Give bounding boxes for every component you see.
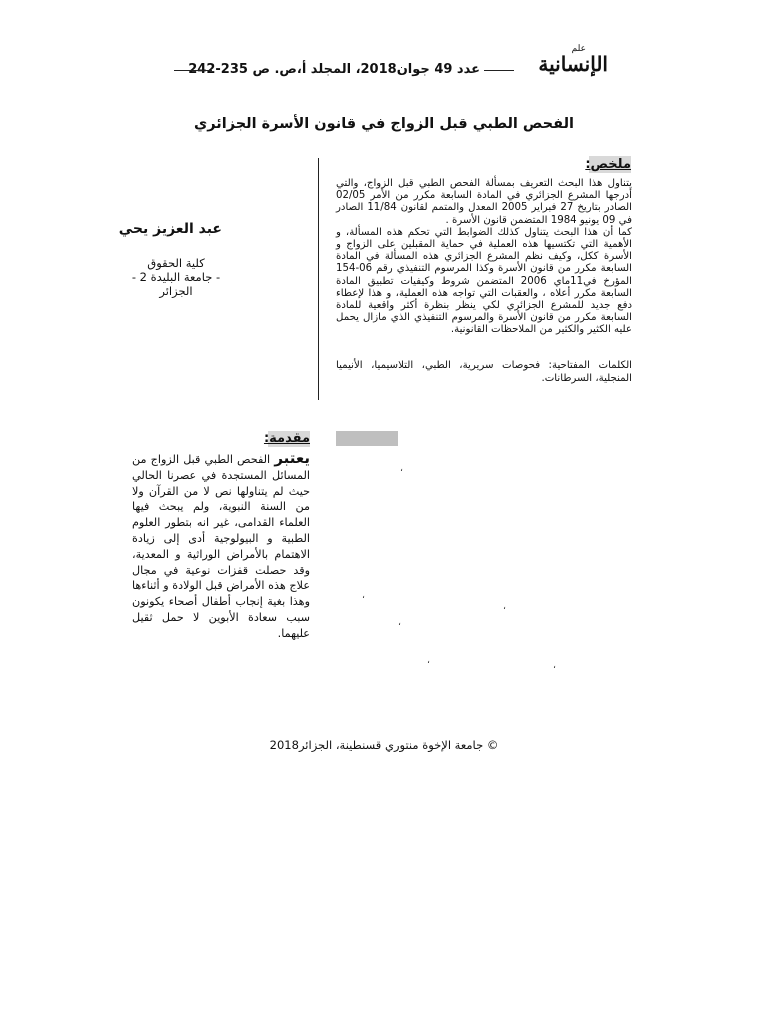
stray-mark: ،: [362, 591, 365, 601]
highlight-box: [336, 431, 398, 446]
stray-mark: ،: [398, 618, 401, 628]
author-affiliation-country: الجزائر: [159, 284, 193, 298]
intro-lead-word: يعتبر: [274, 449, 310, 467]
header-rule-left: [174, 70, 212, 71]
stray-mark: ،: [503, 602, 506, 612]
header-rule-right: [484, 70, 514, 71]
abstract-body: [336, 178, 632, 337]
abstract-heading: ملخص:: [585, 157, 631, 172]
author-name: عبد العزيز يحي: [118, 221, 222, 237]
journal-logo-small-text: علم: [571, 44, 586, 54]
stray-mark: ،: [553, 661, 556, 671]
article-title: الفحص الطبي قبل الزواج في قانون الأسرة الجزائري: [193, 116, 574, 132]
abstract-paragraph: يتناول هذا البحث التعريف بمسألة الفحص الطبي قبل الزواج، والتي أدرجها المشرع الجزائري في المادة السابعة مكرر من الأمر 02/05 الصادر بتاريخ 27 فبراير 2005 المعدل والمتمم لقانون 11/84 الصادر في 09 يونيو 1984 المتضمن قانون الأسرة .: [336, 178, 632, 226]
column-divider: [318, 158, 319, 400]
stray-mark: ،: [427, 656, 430, 666]
intro-body: الفحص الطبي قبل الزواج من المسائل المستجدة في عصرنا الحالي حيث لم يتناولها نص لا من القرآن ولا من السنة النبوية، ولم يبحث فيها العلماء القدامى، غير انه بتطور العلوم الطبية و البيولوجية أدى إلى زيادة الاهتمام بالأمراض الوراثية و المعدية، وقد حصلت قفزات نوعية في مجال علاج هذه الأمراض قبل الولادة و أثناءها وهذا بغية إنجاب أطفال أصحاء يكونون سبب سعادة الأبوين لا حمل ثقيل عليهما.: [132, 453, 310, 640]
issue-info: عدد 49 جوان2018، المجلد أ،ص. ص 235-242: [188, 62, 480, 77]
journal-logo: [528, 44, 608, 80]
abstract-paragraph: كما أن هذا البحث يتناول كذلك الضوابط التي تحكم هذه المسألة، و الأهمية التي تكتسيها هذه العملية في حماية المقبلين على الزواج و الأسرة ككل، وكيف نظم المشرع الجزائري هذه المسألة في المادة السابعة مكرر من قانون الأسرة وكذا المرسوم التنفيذي رقم 06-154 المؤرخ في11ماي 2006 المتضمن شروط وكيفيات تطبيق المادة السابعة مكرر أعلاه ، والعقبات التي تواجه هذه العملية، و هذا لإعطاء دفع جديد للمشرع الجزائري لكي ينظر بنظرة أكثر واقعية للمادة السابعة مكرر من قانون الأسرة والمرسوم التنفيذي الذي مازال يحمل عليه الكثير والكثير من الملاحظات القانونية.: [336, 226, 632, 336]
author-affiliation-university: - جامعة البليدة 2 -: [131, 270, 221, 284]
author-affiliation-faculty: كلية الحقوق: [147, 256, 205, 270]
intro-text: [132, 451, 310, 642]
keywords: الكلمات المفتاحية: فحوصات سريرية، الطبي، التلاسيميا، الأنيميا المنجلية، السرطانات.: [336, 360, 632, 384]
journal-logo-text: الإنسانية: [538, 52, 608, 76]
intro-heading: مقدمة:: [263, 431, 310, 446]
stray-mark: ،: [400, 464, 403, 474]
copyright-notice: © جامعة الإخوة منتوري قسنطينة، الجزائر2018: [269, 738, 499, 752]
